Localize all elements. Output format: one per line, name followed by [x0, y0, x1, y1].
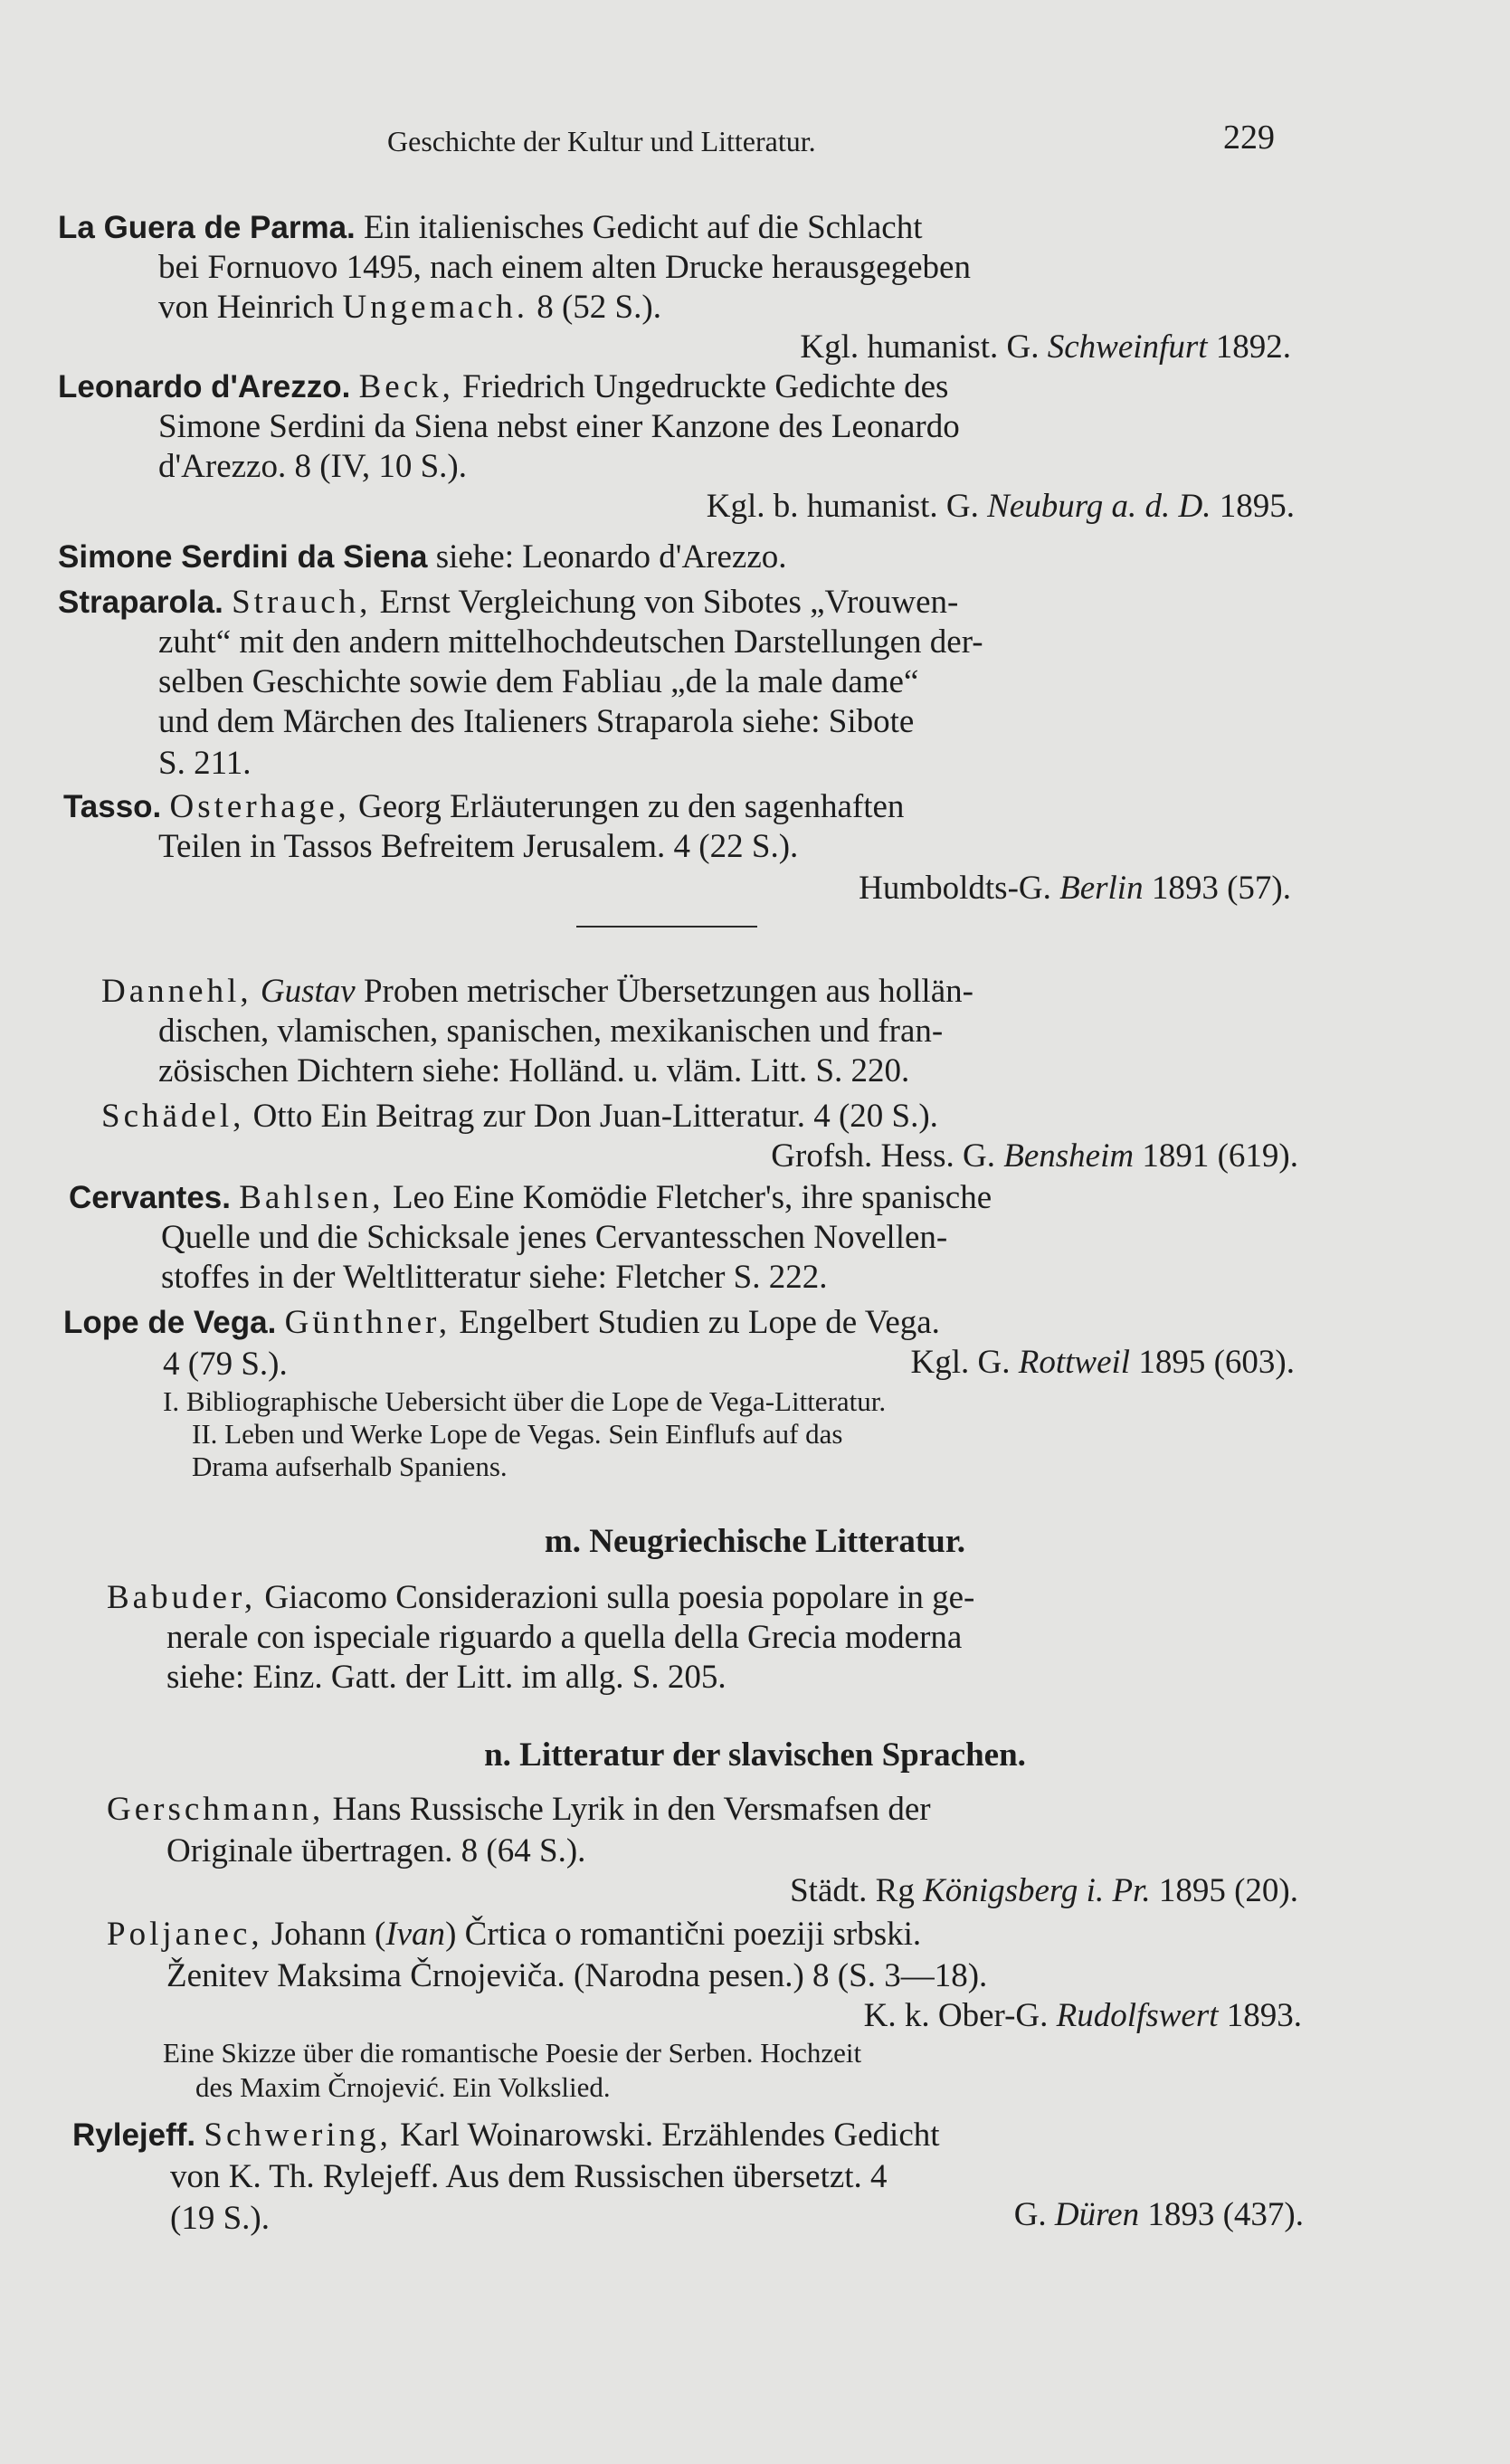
- author-name: Poljanec,: [107, 1916, 263, 1953]
- entry-heading: Simone Serdini da Siena: [58, 539, 428, 575]
- source-line: Grofsh. Hess. G. Bensheim 1891 (619).: [771, 1137, 1298, 1175]
- source-line: Kgl. humanist. G. Schweinfurt 1892.: [800, 328, 1291, 366]
- entry-heading: Lope de Vega.: [63, 1305, 277, 1340]
- entry-heading: Cervantes.: [69, 1180, 231, 1215]
- author-name: Strauch,: [232, 584, 372, 621]
- entry-heading: Tasso.: [63, 789, 162, 824]
- source-line: G. Düren 1893 (437).: [1013, 2196, 1304, 2233]
- author-name: Günthner,: [284, 1304, 451, 1341]
- entry-heading: Leonardo d'Arezzo.: [58, 369, 351, 404]
- entry-heading: Rylejeff.: [72, 2117, 196, 2153]
- entry-heading: Straparola.: [58, 585, 223, 620]
- entry-simone: Simone Serdini da Siena siehe: Leonardo d'Arezzo.: [58, 538, 787, 576]
- page-number: 229: [1223, 119, 1275, 157]
- author-name: Osterhage,: [169, 788, 350, 825]
- book-page: Geschichte der Kultur und Litteratur. 229 La Guera de Parma. Ein italienisches Gedicht auf die Schlacht bei Fornuovo 1495, nach einem alten Drucke herausgegeben von Heinrich Ungemach. 8 (52 S.). Kgl. humanist. G. Schweinfurt 1892. Leonardo d'Arezzo. Beck, Friedrich Ungedruckte Gedichte des Simone Serdini da Siena nebst einer Kanzone des Leonardo d'Arezzo. 8 (IV, 10 S.). Kgl. b. humanist. G. Neuburg a. d. D. 1895. Simone Serdini da Siena siehe: Leonardo d'Arezzo. Straparola. Strauch, Ernst Vergleichung von Sibotes „Vrouwen- zuht“ mit den andern mittelhochdeutschen Darstellungen der- selben Geschichte sowie dem Fabliau „de la male dame“ und dem Märchen des Italieners Straparola siehe: Sibote S. 211. Tasso. Osterhage, Georg Erläuterungen zu den sagenhaften Teilen in Tassos Befreitem Jerusalem. 4 (22 S.). Humboldts-G. Berlin 1893 (57). Dannehl, Gustav Proben metrischer Übersetzungen aus hollän- dischen, vlamischen, spanischen, mexikanischen und fran- zösischen Dichtern siehe: Holländ. u. vläm. Litt. S. 220. Schädel, Otto Ein Beitrag zur Don Juan-Litteratur. 4 (20 S.). Grofsh. Hess. G. Bensheim 1891 (619). Cervantes. Bahlsen, Leo Eine Komödie Fletcher's, ihre spanische Quelle und die Schicksale jenes Cervantesschen Novellen- stoffes in der Weltlitteratur siehe: Fletcher S. 222. Lope de Vega. Günthner, Engelbert Studien zu Lope de Vega. 4 (79 S.). Kgl. G. Rottweil 1895 (603). I. Bibliographische Uebersicht über die Lope de Vega-Litteratur. II. Leben und Werke Lope de Vegas. Sein Einflufs auf das Drama aufserhalb Spaniens. m. Neugriechische Litteratur. Babuder, Giacomo Considerazioni sulla poesia popolare in ge- nerale con ispeciale riguardo a quella della Grecia moderna siehe: Einz. Gatt. der Litt. im allg. S. 205. n. Litteratur der slavischen Sprachen. Gerschmann, Hans Russische Lyrik in den Versmafsen der Originale übertragen. 8 (64 S.). Städt. Rg Königsberg i. Pr. 1895 (20). Poljanec, Johann (Ivan) Črtica o romantični poeziji srbski. Ženitev Maksima Črnojeviča. (Narodna pesen.) 8 (S. 3—18). K. k. Ober-G. Rudolfswert 1893. Eine Skizze über die romantische Poesie der Serben. Hochzeit des Maxim Črnojević. Ein Volkslied. Rylejeff. Schwering, Karl Woinarowski. Erzählendes Gedicht von K. Th. Rylejeff. Aus dem Russischen übersetzt. 4 (19 S.). G. Düren 1893 (437).: [0, 0, 1510, 2464]
- running-head-title: Geschichte der Kultur und Litteratur.: [387, 125, 816, 157]
- source-line: Humboldts-G. Berlin 1893 (57).: [859, 870, 1291, 907]
- source-line: Städt. Rg Königsberg i. Pr. 1895 (20).: [790, 1872, 1298, 1909]
- author-name: Gerschmann,: [107, 1791, 325, 1828]
- section-heading-n: n. Litteratur der slavischen Sprachen.: [484, 1736, 1026, 1774]
- source-line: K. k. Ober-G. Rudolfswert 1893.: [863, 1997, 1302, 2034]
- author-name: Dannehl,: [101, 973, 252, 1010]
- note-line: Drama aufserhalb Spaniens.: [192, 1451, 508, 1482]
- source-line: Kgl. G. Rottweil 1895 (603).: [910, 1344, 1295, 1381]
- author-name: Schädel,: [101, 1098, 245, 1135]
- separator-rule: [576, 926, 757, 928]
- author-name: Schwering,: [204, 2117, 392, 2154]
- section-heading-m: m. Neugriechische Litteratur.: [544, 1523, 966, 1560]
- author-name: Beck,: [358, 368, 454, 405]
- note-line: I. Bibliographische Uebersicht über die Lope de Vega-Litteratur.: [163, 1385, 887, 1417]
- author-name: Ungemach.: [342, 289, 528, 326]
- note-line: II. Leben und Werke Lope de Vegas. Sein Einflufs auf das: [192, 1418, 843, 1450]
- entry-heading: La Guera de Parma.: [58, 210, 356, 245]
- note-line: Eine Skizze über die romantische Poesie der Serben. Hochzeit: [163, 2037, 862, 2069]
- author-name: Bahlsen,: [239, 1179, 385, 1216]
- note-line: des Maxim Črnojević. Ein Volkslied.: [195, 2071, 611, 2103]
- source-line: Kgl. b. humanist. G. Neuburg a. d. D. 1895.: [706, 488, 1295, 525]
- author-name: Babuder,: [107, 1579, 257, 1616]
